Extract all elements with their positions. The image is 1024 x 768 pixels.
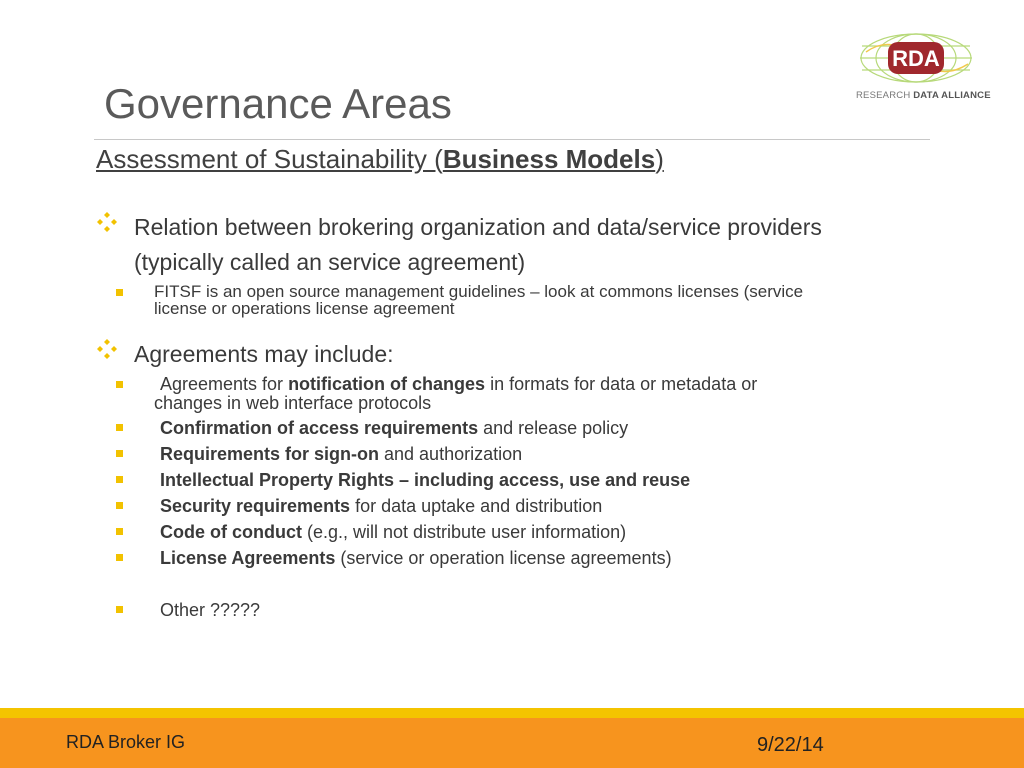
slide-title: Governance Areas <box>104 80 452 127</box>
diamond-bullet-icon <box>96 338 118 360</box>
footer <box>0 718 1024 768</box>
bullet-text: Relation between brokering organization and data/service providers (typically called an service agreement) <box>134 214 822 275</box>
footer-date: 9/22/14 <box>757 734 824 756</box>
square-bullet-icon <box>116 381 123 388</box>
diamond-bullet-icon <box>96 211 118 233</box>
square-bullet-icon <box>116 528 123 535</box>
square-bullet-icon <box>116 502 123 509</box>
subtitle-suffix: ) <box>655 144 664 174</box>
square-bullet-icon <box>116 606 123 613</box>
slide-subtitle <box>96 144 664 175</box>
rda-logo <box>856 30 991 110</box>
bullet-text: Agreements may include: <box>134 341 394 367</box>
subtitle-prefix: Assessment of Sustainability ( <box>96 144 443 174</box>
square-bullet-icon <box>116 424 123 431</box>
subtitle-bold: Business Models <box>442 144 656 174</box>
slide: Governance Areas Assessment of Sustainability (Business Models) RDA RESEARCH DATA ALLIANCE Relation between brokering organization and data/service providers (typically called an service agreement) FITSF is an open source management guidelines – look at commons licenses (service license or operations license agreement Agreements may include: Agreements for notification of changes in formats for data or metadata or changes in web interface protocols Confirmation of access requirements and release policy Requirements for sign-on and authorization Intellectual Property Rights – including access, use and reuse Security requirements for data uptake and distribution Code of conduct (e.g., will not distribute user information) License Agreements (service or operation license agreements) Other ????? RDA Broker IG 9/22/14 <box>0 0 1024 768</box>
logo-text: RDA <box>892 46 940 71</box>
footer-group-name: RDA Broker IG <box>66 732 186 752</box>
footer-accent-bar <box>0 708 1024 718</box>
logo-tagline: RESEARCH DATA ALLIANCE <box>856 90 991 101</box>
square-bullet-icon <box>116 289 123 296</box>
square-bullet-icon <box>116 476 123 483</box>
square-bullet-icon <box>116 450 123 457</box>
title-divider <box>94 139 930 140</box>
square-bullet-icon <box>116 554 123 561</box>
